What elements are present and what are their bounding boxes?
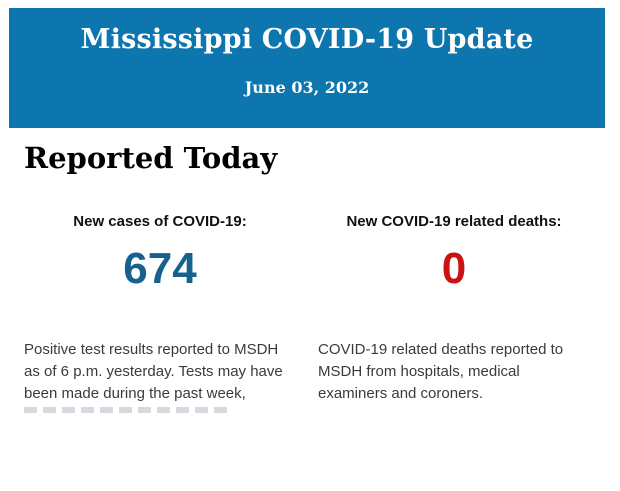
email-header-banner	[9, 8, 605, 128]
stat-card-new-deaths	[318, 213, 590, 293]
clipped-text-line	[24, 407, 232, 413]
email-body	[9, 143, 605, 413]
description-col-new-cases	[24, 339, 296, 413]
stat-value-new-deaths: 0	[441, 243, 467, 293]
covid-update-page	[0, 8, 620, 413]
stats-row	[24, 213, 590, 293]
section-heading-reported-today: Reported Today	[24, 141, 278, 175]
stat-label-new-cases: New cases of COVID-19:	[73, 212, 247, 230]
stat-value-new-cases: 674	[123, 243, 197, 293]
stat-description-new-deaths: COVID-19 related deaths reported to MSDH from hospitals, medical examiners and coroners.	[318, 341, 564, 403]
email-title: Mississippi COVID-19 Update	[80, 24, 534, 55]
stat-description-new-cases: Positive test results reported to MSDH as of 6 p.m. yesterday. Tests may have been made during the past week,	[24, 341, 283, 403]
stat-card-new-cases	[24, 213, 296, 293]
descriptions-row	[24, 339, 590, 413]
stat-label-new-deaths: New COVID-19 related deaths:	[346, 212, 562, 230]
email-date: June 03, 2022	[244, 78, 370, 97]
description-col-new-deaths	[318, 339, 590, 413]
